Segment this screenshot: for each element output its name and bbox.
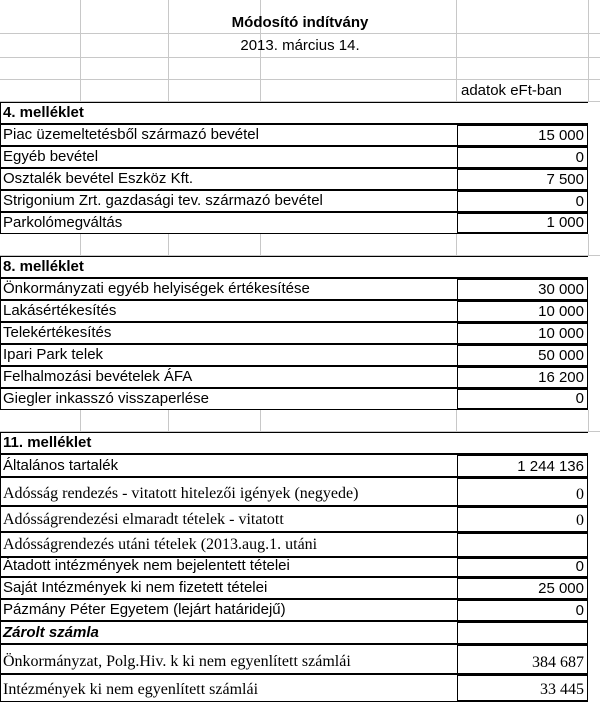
row-value: 0 bbox=[457, 389, 588, 409]
row-value: 30 000 bbox=[457, 279, 588, 299]
table-row bbox=[0, 454, 588, 477]
table-row bbox=[0, 599, 588, 621]
row-label: Önkormányzat, Polg.Hiv. k ki nem egyenlített számlái bbox=[3, 653, 351, 670]
row-label: Adósságrendezési elmaradt tételek - vitatott bbox=[3, 511, 284, 528]
row-value: 25 000 bbox=[457, 578, 588, 598]
row-label: Adósságrendezés utáni tételek (2013.aug.1. utáni bbox=[3, 536, 318, 553]
table-row bbox=[0, 146, 588, 168]
date-row bbox=[0, 34, 600, 58]
row-label: Giegler inkasszó visszaperlése bbox=[3, 390, 209, 407]
row-label: Pázmány Péter Egyetem (lejárt határidejű) bbox=[3, 601, 286, 618]
row-value: 50 000 bbox=[457, 345, 588, 365]
row-label: Átadott intézmények nem bejelentett tételei bbox=[3, 557, 290, 574]
row-value: 0 bbox=[457, 478, 588, 505]
table-row bbox=[0, 366, 588, 388]
table-row bbox=[0, 388, 588, 410]
table-row bbox=[0, 621, 588, 644]
table-row bbox=[0, 532, 588, 557]
table-row bbox=[0, 168, 588, 190]
row-value: 16 200 bbox=[457, 367, 588, 387]
row-value: 384 687 bbox=[457, 645, 588, 673]
row-value: 0 bbox=[457, 600, 588, 620]
blank-row bbox=[0, 234, 600, 256]
title-row bbox=[0, 0, 600, 34]
row-value: 0 bbox=[457, 507, 588, 531]
row-label: Telekértékesítés bbox=[3, 324, 112, 341]
section-heading-label: 4. melléklet bbox=[3, 104, 84, 121]
table-row bbox=[0, 300, 588, 322]
section-heading-8 bbox=[0, 256, 588, 278]
row-value bbox=[457, 622, 588, 643]
unit-row bbox=[0, 80, 600, 102]
row-label: Strigonium Zrt. gazdasági tev. származó bevétel bbox=[3, 192, 323, 209]
row-value: 1 244 136 bbox=[457, 455, 588, 476]
row-label: Általános tartalék bbox=[3, 457, 119, 474]
row-value: 0 bbox=[457, 558, 588, 576]
row-label: Lakásértékesítés bbox=[3, 302, 117, 319]
table-row bbox=[0, 477, 588, 506]
table-row bbox=[0, 190, 588, 212]
table-row bbox=[0, 506, 588, 532]
table-row bbox=[0, 212, 588, 234]
row-value: 7 500 bbox=[457, 169, 588, 189]
table-row bbox=[0, 557, 588, 577]
row-label: Felhalmozási bevételek ÁFA bbox=[3, 368, 193, 385]
row-label: Saját Intézmények ki nem fizetett tételei bbox=[3, 579, 268, 596]
section-heading-label: 11. melléklet bbox=[3, 434, 92, 451]
blank-row bbox=[0, 410, 600, 432]
row-label: Adósság rendezés - vitatott hitelezői igények (negyede) bbox=[3, 485, 359, 502]
table-row bbox=[0, 644, 588, 674]
row-value: 10 000 bbox=[457, 301, 588, 321]
blank-row bbox=[0, 58, 600, 80]
row-value: 10 000 bbox=[457, 323, 588, 343]
row-label: Egyéb bevétel bbox=[3, 148, 99, 165]
row-label: Zárolt számla bbox=[3, 624, 99, 641]
table-row bbox=[0, 278, 588, 300]
row-value: 0 bbox=[457, 147, 588, 167]
table-row bbox=[0, 124, 588, 146]
table-row bbox=[0, 322, 588, 344]
row-label: Intézmények ki nem egyenlített számlái bbox=[3, 681, 259, 698]
row-label: Parkolómegváltás bbox=[3, 214, 123, 231]
row-value: 1 000 bbox=[457, 213, 588, 233]
row-label: Önkormányzati egyéb helyiségek értékesítése bbox=[3, 280, 310, 297]
table-row bbox=[0, 577, 588, 599]
section-heading-label: 8. melléklet bbox=[3, 258, 84, 275]
row-value: 33 445 bbox=[457, 675, 588, 701]
document-title: Módosító indítvány bbox=[231, 14, 369, 31]
row-value: 15 000 bbox=[457, 125, 588, 145]
row-label: Ipari Park telek bbox=[3, 346, 104, 363]
table-row bbox=[0, 674, 588, 702]
row-label: Piac üzemeltetésből származó bevétel bbox=[3, 126, 259, 143]
document-date: 2013. március 14. bbox=[240, 37, 360, 54]
unit-note: adatok eFt-ban bbox=[461, 82, 562, 99]
row-label: Osztalék bevétel Eszköz Kft. bbox=[3, 170, 194, 187]
table-row bbox=[0, 344, 588, 366]
section-heading-11 bbox=[0, 432, 588, 454]
row-value: 0 bbox=[457, 191, 588, 211]
section-heading-4 bbox=[0, 102, 588, 124]
row-value bbox=[457, 533, 588, 556]
